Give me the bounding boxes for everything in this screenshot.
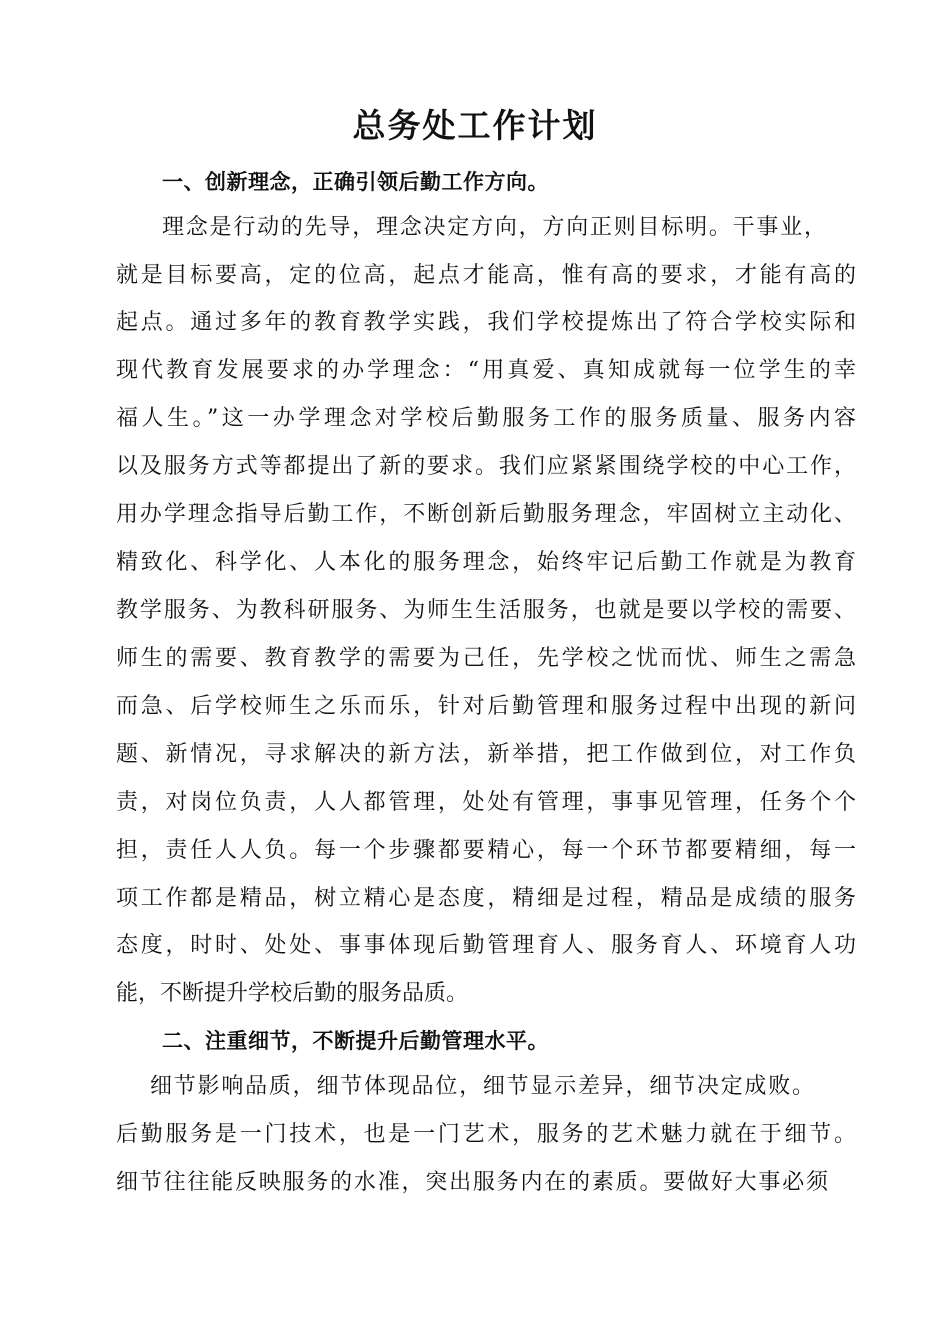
section-2-heading: 二、注重细节，不断提升后勤管理水平。 [162,1029,549,1053]
paragraph-line: 师生的需要、教育教学的需要为己任，先学校之忧而忧、师生之需急 [116,646,856,671]
paragraph-line: 以及服务方式等都提出了新的要求。我们应紧紧围绕学校的中心工作， [116,454,856,479]
section-1-heading: 一、创新理念，正确引领后勤工作方向。 [162,170,549,194]
paragraph-line: 能，不断提升学校后勤的服务品质。 [116,981,469,1006]
paragraph-line: 精致化、科学化、人本化的服务理念，始终牢记后勤工作就是为教育 [116,550,856,575]
paragraph-line: 教学服务、为教科研服务、为师生生活服务，也就是要以学校的需要、 [116,598,856,623]
paragraph-line: 态度，时时、处处、事事体现后勤管理育人、服务育人、环境育人功 [116,933,856,958]
paragraph-line: 现代教育发展要求的办学理念：“用真爱、真知成就每一位学生的幸 [116,358,856,383]
document-title: 总务处工作计划 [352,106,598,145]
paragraph-line: 用办学理念指导后勤工作，不断创新后勤服务理念，牢固树立主动化、 [116,502,856,527]
paragraph-line: 细节影响品质，细节体现品位，细节显示差异，细节决定成败。 [150,1074,814,1099]
paragraph-line: 起点。通过多年的教育教学实践，我们学校提炼出了符合学校实际和 [116,310,856,335]
paragraph-line: 题、新情况，寻求解决的新方法，新举措，把工作做到位，对工作负 [116,742,856,767]
paragraph-line: 福人生。”这一办学理念对学校后勤服务工作的服务质量、服务内容 [116,406,856,431]
paragraph-line: 就是目标要高，定的位高，起点才能高，惟有高的要求，才能有高的 [116,263,856,288]
paragraph-line: 责，对岗位负责，人人都管理，处处有管理，事事见管理，任务个个 [116,790,856,815]
paragraph-line: 细节往往能反映服务的水准，突出服务内在的素质。要做好大事必须 [116,1170,828,1195]
paragraph-line: 担，责任人人负。每一个步骤都要精心，每一个环节都要精细，每一 [116,838,856,863]
paragraph-line: 项工作都是精品，树立精心是态度，精细是过程，精品是成绩的服务 [116,886,856,911]
paragraph-line: 而急、后学校师生之乐而乐，针对后勤管理和服务过程中出现的新问 [116,694,856,719]
paragraph-line: 理念是行动的先导，理念决定方向，方向正则目标明。干事业， [162,215,826,240]
paragraph-line: 后勤服务是一门技术，也是一门艺术，服务的艺术魅力就在于细节。 [116,1122,856,1147]
